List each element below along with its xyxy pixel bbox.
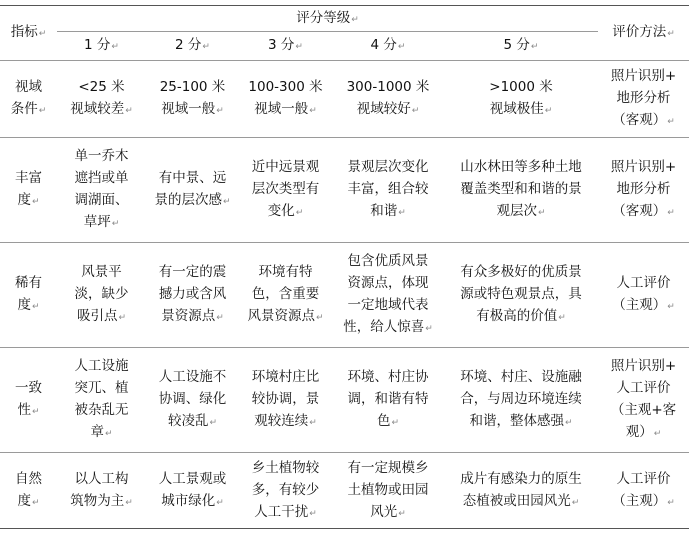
score-cell: 25-100 米 视域一般↵: [146, 61, 239, 138]
grade-2: 2 分↵: [146, 32, 239, 61]
method-cell: 人工评价 （主观）↵: [598, 243, 689, 348]
score-cell: 有一定的震 撼力或含风 景资源点↵: [146, 243, 239, 348]
scoring-table: [0, 5, 689, 529]
score-cell: 景观层次变化 丰富，组合较 和谐↵: [332, 138, 444, 243]
table-row: [0, 138, 689, 243]
score-cell: 有中景、远 景的层次感↵: [146, 138, 239, 243]
row-indicator: 一致 性↵: [0, 348, 57, 453]
grade-4: 4 分↵: [332, 32, 444, 61]
score-cell: 风景平 淡，缺少 吸引点↵: [57, 243, 146, 348]
method-cell: 照片识别+ 人工评价 （主观+客 观）↵: [598, 348, 689, 453]
score-cell: 人工设施 突兀、植 被杂乱无 章↵: [57, 348, 146, 453]
score-cell: 300-1000 米 视域较好↵: [332, 61, 444, 138]
score-cell: 山水林田等多种土地 覆盖类型和和谐的景 观层次↵: [444, 138, 598, 243]
score-cell: 人工设施不 协调、绿化 较凌乱↵: [146, 348, 239, 453]
table-row: [0, 453, 689, 529]
header-method: 评价方法↵: [598, 6, 689, 61]
row-indicator: 自然 度↵: [0, 453, 57, 529]
score-cell: 近中远景观 层次类型有 变化↵: [239, 138, 332, 243]
grade-5: 5 分↵: [444, 32, 598, 61]
score-cell: 人工景观或 城市绿化↵: [146, 453, 239, 529]
grade-3: 3 分↵: [239, 32, 332, 61]
table-row: [0, 61, 689, 138]
method-cell: 照片识别+ 地形分析 （客观）↵: [598, 61, 689, 138]
row-indicator: 丰富 度↵: [0, 138, 57, 243]
table-row: [0, 243, 689, 348]
row-indicator: 视域 条件↵: [0, 61, 57, 138]
score-cell: 环境有特 色，含重要 风景资源点↵: [239, 243, 332, 348]
score-cell: 单一乔木 遮挡或单 调湖面、 草坪↵: [57, 138, 146, 243]
score-cell: 100-300 米 视域一般↵: [239, 61, 332, 138]
score-cell: 有众多极好的优质景 源或特色观景点，具 有极高的价值↵: [444, 243, 598, 348]
method-cell: 人工评价 （主观）↵: [598, 453, 689, 529]
score-cell: 有一定规模乡 土植物或田园 风光↵: [332, 453, 444, 529]
score-cell: 乡土植物较 多，有较少 人工干扰↵: [239, 453, 332, 529]
score-cell: 环境、村庄、设施融 合，与周边环境连续 和谐，整体感强↵: [444, 348, 598, 453]
grade-1: 1 分↵: [57, 32, 146, 61]
score-cell: 成片有感染力的原生 态植被或田园风光↵: [444, 453, 598, 529]
score-cell: 以人工构 筑物为主↵: [57, 453, 146, 529]
table-row: [0, 348, 689, 453]
header-grade-group: 评分等级↵: [57, 6, 598, 32]
score-cell: >1000 米 视域极佳↵: [444, 61, 598, 138]
score-cell: <25 米 视域较差↵: [57, 61, 146, 138]
score-cell: 环境、村庄协 调，和谐有特 色↵: [332, 348, 444, 453]
header-indicator: 指标↵: [0, 6, 57, 61]
score-cell: 包含优质风景 资源点，体现 一定地域代表 性，给人惊喜↵: [332, 243, 444, 348]
row-indicator: 稀有 度↵: [0, 243, 57, 348]
method-cell: 照片识别+ 地形分析 （客观）↵: [598, 138, 689, 243]
score-cell: 环境村庄比 较协调，景 观较连续↵: [239, 348, 332, 453]
